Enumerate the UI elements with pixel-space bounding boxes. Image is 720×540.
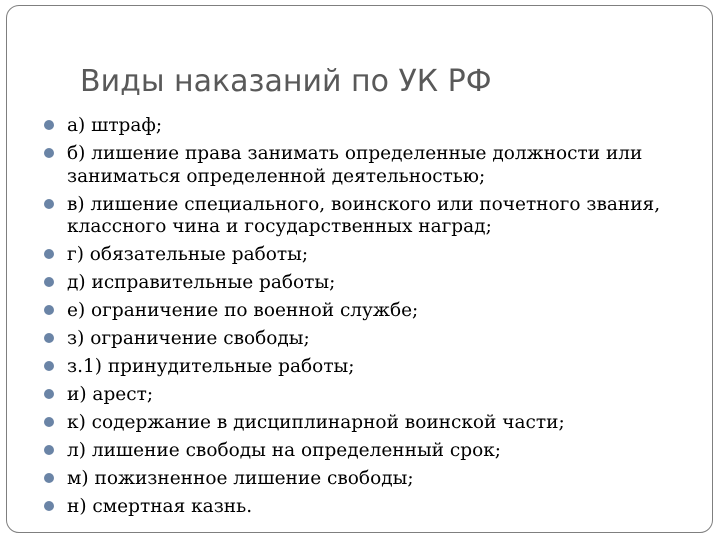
slide-title: Виды наказаний по УК РФ	[80, 64, 492, 99]
list-item	[44, 440, 684, 463]
list-item	[44, 244, 684, 267]
list-item	[44, 300, 684, 323]
list-item-text: г) обязательные работы;	[67, 244, 309, 265]
list-item	[44, 143, 684, 188]
bullet-icon	[44, 120, 54, 130]
bullet-icon	[44, 249, 54, 259]
bullet-icon	[44, 473, 54, 483]
bullet-icon	[44, 501, 54, 511]
list-item	[44, 496, 684, 519]
list-item-text: н) смертная казнь.	[67, 496, 253, 517]
list-item-text: л) лишение свободы на определенный срок;	[67, 440, 502, 461]
list-item	[44, 384, 684, 407]
bullet-icon	[44, 361, 54, 371]
list-item	[44, 356, 684, 379]
list-item-text: в) лишение специального, воинского или почетного звания, классного чина и государственных наград;	[67, 193, 661, 237]
list-item-text: б) лишение права занимать определенные должности или заниматься определенной деятельностью;	[67, 143, 643, 187]
list-item-text: а) штраф;	[67, 115, 163, 136]
bullet-icon	[44, 305, 54, 315]
list-item	[44, 468, 684, 491]
list-item	[44, 328, 684, 351]
list-item-text: к) содержание в дисциплинарной воинской части;	[67, 412, 565, 433]
list-item-text: и) арест;	[67, 384, 154, 405]
list-item	[44, 412, 684, 435]
bullet-icon	[44, 445, 54, 455]
list-item-text: м) пожизненное лишение свободы;	[67, 468, 414, 489]
list-item-text: е) ограничение по военной службе;	[67, 300, 419, 321]
list-item-text: д) исправительные работы;	[67, 272, 336, 293]
list-item	[44, 272, 684, 295]
bullet-icon	[44, 148, 54, 158]
list-item-text: з) ограничение свободы;	[67, 328, 310, 349]
bullet-icon	[44, 333, 54, 343]
list-item	[44, 115, 684, 138]
bullet-icon	[44, 389, 54, 399]
list-item	[44, 194, 684, 239]
bullet-icon	[44, 277, 54, 287]
punishment-list	[44, 115, 684, 519]
bullet-icon	[44, 199, 54, 209]
bullet-icon	[44, 417, 54, 427]
list-item-text: з.1) принудительные работы;	[67, 356, 355, 377]
